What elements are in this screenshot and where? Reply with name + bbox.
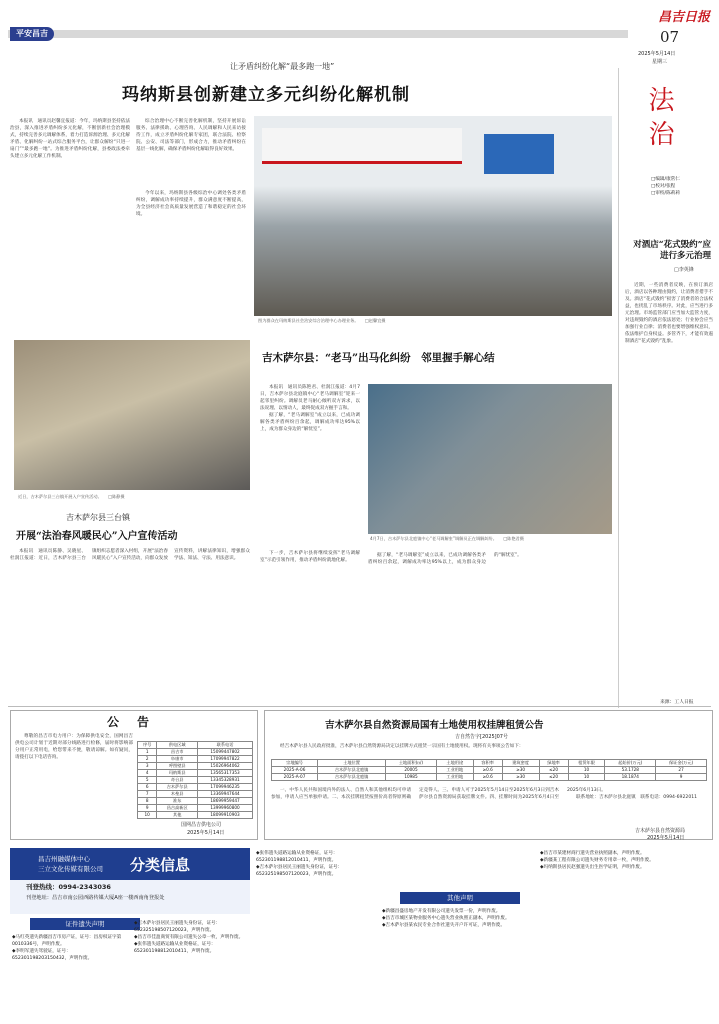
fazhi-byline: □李英锋 <box>674 267 694 273</box>
land-table-row <box>272 774 707 781</box>
main-article-col3: 今年以来，玛纳斯县各级综治中心调处各类矛盾纠纷，调解成功率持续提升，群众满意度不断提高，为全县经济社会高质量发展营造了和谐稳定的社会环境。 <box>136 191 246 217</box>
power-table-cell: 13565317353 <box>198 770 253 777</box>
laoma-col2: 下一步，吉木萨尔县将继续发挥“老马调解室”示范引领作用，推动矛盾纠纷就地化解。 <box>260 551 360 563</box>
power-table-cell: 10 <box>138 812 157 819</box>
power-table-row <box>138 784 253 791</box>
laoma-source: 来源：工人日报 <box>660 700 694 705</box>
fazhi-text: 近期，一些消费者反映，在预订酒店后，酒店以各种理由毁约，让消费者措手不及。酒店“花式毁约”损害了消费者的合法权益，也扰乱了市场秩序。对此，应当进行多元治理。市场监管部门应当加大监管力度，对违规毁约的酒店依法惩处；行业协会应当加强行业自律；消费者也要增强维权意识，依法维护自身权益。多管齐下，才能有效遏制酒店“花式毁约”乱象。 <box>625 283 713 344</box>
classified-col2 <box>134 920 250 1018</box>
land-table-cell: 9 <box>656 774 707 781</box>
classified-col3 <box>256 850 376 1018</box>
laoma-photo <box>368 384 612 534</box>
land-notice <box>264 710 713 840</box>
land-table-head-cell: 建筑密度 <box>502 760 539 767</box>
land-table-cell: 10985 <box>386 774 437 781</box>
land-table-cell: 工业用地 <box>436 767 473 774</box>
land-notice-table <box>271 759 707 781</box>
land-notice-title: 吉木萨尔县自然资源局国有土地使用权挂牌租赁公告 <box>325 720 544 731</box>
classified-contact <box>10 880 250 914</box>
power-table-cell: 其他 <box>157 812 198 819</box>
land-notice-body: 一、中华人民共和国境内外的法人、自然人和其他组织均可申请参加，申请人应当单独申请。二、本次挂牌租赁按照价高者得原则确定竞得人。三、申请人可于2025年5月14日至2025年6月3日到吉木萨尔县自然资源局获取挂牌文件。四、挂牌时间为2025年6月4日至2025年6月13日。 联系地址：吉木萨尔县北庭镇 联系电话：0994-6922011 <box>271 788 698 800</box>
power-table-cell: 玛纳斯县 <box>157 770 198 777</box>
santai-text: 本报讯 通讯员陈静、吴晓星、杜润江报道：近日，吉木萨尔县三台镇组织志愿者深入村组，开展“法治春风暖民心”入户宣传活动，向群众发放宣传资料，讲解法律知识，增强群众学法、知法、守法、用法意识。 <box>10 549 250 561</box>
power-table-row <box>138 756 253 763</box>
classified-org2: 三立文化传媒有限公司 <box>38 865 103 873</box>
main-article-kicker: 让矛盾纠纷化解“最多跑一地” <box>230 62 335 71</box>
power-table-row <box>138 770 253 777</box>
newspaper-logo: 昌吉日报 <box>658 10 711 25</box>
land-table-head-cell: 土地用途 <box>436 760 473 767</box>
fazhi-tag-editor: □编辑/康常仁 <box>651 177 680 182</box>
power-table-cell: 吉木萨尔县 <box>157 784 198 791</box>
fazhi-tags <box>651 176 680 197</box>
power-table-cell: 8 <box>138 798 157 805</box>
photo-banner <box>262 128 462 164</box>
classified-section-other: 其他声明 <box>400 892 520 904</box>
power-table-cell: 2 <box>138 756 157 763</box>
classified-item: ◆张伟遗失道路运输从业资格证，证号：652301198812010411，声明作废。 <box>256 851 338 863</box>
santai-photo <box>14 340 250 490</box>
power-table-cell: 15026964062 <box>198 763 253 770</box>
masthead <box>0 0 719 65</box>
photo-sign <box>484 134 554 174</box>
power-table-cell: 昌吉市 <box>157 749 198 756</box>
power-table-cell: 6 <box>138 784 157 791</box>
power-table-cell: 准东 <box>157 798 198 805</box>
power-table-row <box>138 763 253 770</box>
classified-item: ◆昌吉市佳盈商贸有限公司遗失公章一枚，声明作废。 <box>134 935 244 940</box>
power-notice <box>10 710 258 840</box>
laoma-col3: 据了解，“老马调解室”成立以来，已成功调解各类矛盾纠纷百余起，调解成功率达95%以上，成为群众身边的“解忧室”。 <box>368 553 522 565</box>
classified-section-lost: 证件遗失声明 <box>30 918 140 930</box>
land-table-cell: 工业用地 <box>436 774 473 781</box>
power-table-cell: 17099947822 <box>198 756 253 763</box>
land-table-cell: 2025-A-07 <box>272 774 318 781</box>
classified-item: ◆张伟遗失道路运输从业资格证，证号：652301198812010411，声明作废。 <box>134 942 216 954</box>
power-table-cell: 奇台县 <box>157 777 198 784</box>
classified-item: ◆李明军遗失驾驶证，证号：652301198203150432，声明作废。 <box>12 949 93 961</box>
land-table-cell: 27 <box>656 767 707 774</box>
power-table-cell: 3 <box>138 763 157 770</box>
land-table-head-cell: 起始价(万元) <box>605 760 656 767</box>
land-table-cell: ≥0.6 <box>473 774 502 781</box>
classified-col1 <box>12 934 122 1018</box>
power-notice-title: 公告 <box>107 715 168 729</box>
santai-headline: 开展“法治春风暖民心”入户宣传活动 <box>16 531 178 542</box>
power-table-cell: 18699959447 <box>198 798 253 805</box>
land-notice-footer: 吉木萨尔县自然资源局 <box>635 828 686 834</box>
land-table-cell: 吉木萨尔县北庭镇 <box>318 767 386 774</box>
fazhi-headline: 对酒店“花式毁约”应进行多元治理 <box>633 240 711 261</box>
land-table-head-cell: 绿地率 <box>539 760 568 767</box>
land-table-cell: 18.1874 <box>605 774 656 781</box>
power-table-cell: 13345328931 <box>198 777 253 784</box>
power-table-cell: 昌吉高新区 <box>157 805 198 812</box>
land-table-row <box>272 767 707 774</box>
power-table-cell: 18099910903 <box>198 812 253 819</box>
land-table-head-cell: 土地位置 <box>318 760 386 767</box>
fazhi-tag-review: □审校/陈莉莉 <box>651 191 680 196</box>
main-article-photo-caption: 图为群众在玛纳斯县社会治安综合治理中心办理业务。 □赵馨宜摄 <box>258 318 386 323</box>
land-table-cell: 2025-A-06 <box>272 767 318 774</box>
santai-kicker: 吉木萨尔县三台镇 <box>66 513 130 522</box>
classified-item: ◆新疆某工程有限公司遗失财务专用章一枚，声明作废。 <box>540 858 654 863</box>
page-weekday: 星期三 <box>652 59 668 65</box>
power-table-cell: 4 <box>138 770 157 777</box>
power-table-head-area: 供电区域 <box>157 742 198 749</box>
classified-item: ◆昌吉市某建材商行遗失营业执照副本，声明作废。 <box>540 851 645 856</box>
land-table-cell: 20005 <box>386 767 437 774</box>
power-table-row <box>138 791 253 798</box>
section-tag: 平安昌吉 <box>10 27 54 41</box>
power-table-cell: 1 <box>138 749 157 756</box>
land-table-cell: ≥30 <box>502 774 539 781</box>
laoma-photo-caption: 4月7日，吉木萨尔县北庭镇中心“老马调解室”调解员正在调解纠纷。 □陈艳君摄 <box>370 536 524 541</box>
classified-phone: 刊登热线：0994-2343036 <box>26 883 111 891</box>
classified-title: 分类信息 <box>130 856 191 874</box>
land-table-head-cell: 土地面积(㎡) <box>386 760 437 767</box>
land-notice-intro: 经吉木萨尔县人民政府批准，吉木萨尔县自然资源局决定以挂牌方式租赁一宗国有土地使用权。现将有关事项公告如下： <box>280 744 524 749</box>
power-table-row <box>138 798 253 805</box>
power-table-head-phone: 联系电话 <box>198 742 253 749</box>
land-table-head <box>272 760 707 767</box>
power-notice-text: 尊敬的昌吉市电力用户：为保障供电安全，国网昌吉供电公司计划于近期对部分线路进行检修，届时将影响部分用户正常用电，给您带来不便，敬请谅解。如有疑问，请拨打以下电话咨询。 <box>15 734 133 760</box>
main-article-headline: 玛纳斯县创新建立多元纠纷化解机制 <box>122 85 410 105</box>
power-notice-date: 2025年5月14日 <box>187 830 225 836</box>
power-notice-footer: 国网昌吉供电公司 <box>181 822 222 828</box>
land-table-cell: 10 <box>568 767 605 774</box>
main-article-photo <box>254 116 612 316</box>
classified-item: ◆玛纳斯县居民赵强遗失出生医学证明，声明作废。 <box>540 865 645 870</box>
classified-col5 <box>540 850 712 1018</box>
power-table-row <box>138 749 253 756</box>
power-table-row <box>138 777 253 784</box>
section-divider <box>8 706 711 707</box>
classified-item: ◆吉木萨尔县居民王丽遗失身份证，证号：652325198507120023，声明作废。 <box>256 865 343 877</box>
classified-item: ◆昌吉市城区某物业服务中心遗失营业执照正副本，声明作废。 <box>382 916 510 921</box>
classified-address: 刊登地址：昌吉市南公园西路传媒大厦A座一楼西南角登报处 <box>26 895 165 901</box>
power-notice-table <box>137 741 253 819</box>
power-table-cell: 呼图壁县 <box>157 763 198 770</box>
land-table-head-cell: 租赁年限 <box>568 760 605 767</box>
main-article-col2: 综合治理中心不断完善化解机制，坚持开展诉讼服务、法律援助、心理咨询、人民调解和人民来访接待工作，成立矛盾纠纷化解专家团，联合法院、检察院、公安、司法等部门，形成合力，推动矛盾纠纷在基层一线化解，确保矛盾纠纷化解取得良好效果。 <box>136 119 246 152</box>
power-table-cell: 7 <box>138 791 157 798</box>
masthead-bar <box>8 30 628 38</box>
fazhi-tag-proof: □校对/张程 <box>651 184 676 189</box>
classified-item: ◆吉木萨尔县某农民专业合作社遗失开户许可证，声明作废。 <box>382 923 505 928</box>
land-table-head-cell: 保证金(万元) <box>656 760 707 767</box>
page-date: 2025年5月14日 <box>638 51 676 57</box>
land-table-cell: ≤20 <box>539 767 568 774</box>
main-article-col1: 本报讯 通讯员赵馨宜报道：今年，玛纳斯县坚持依法治县，深入推进矛盾纠纷多元化解，不断创新社会治理模式，持续完善多元调解体系，着力打造诉源治理、多元化解矛盾、化解纠纷一站式综合服务平台，让群众解纷“只进一扇门”“最多跑一地”。为推进矛盾纠纷化解，县委政法委牵头建立多元化解工作机制。 <box>10 119 130 159</box>
power-table-cell: 13999960800 <box>198 805 253 812</box>
power-table-cell: 5 <box>138 777 157 784</box>
land-table-cell: 53.1728 <box>605 767 656 774</box>
power-table-cell: 13369947644 <box>198 791 253 798</box>
fazhi-vertical-title: 法治 <box>644 86 674 154</box>
power-table-cell: 木垒县 <box>157 791 198 798</box>
power-table-cell: 9 <box>138 805 157 812</box>
classified-item: ◆马红英遗失新疆昌吉市房产证，证号：昌房权证字第0010336号，声明作废。 <box>12 935 122 947</box>
land-table-cell: 10 <box>568 774 605 781</box>
classified-org1: 昌吉州融媒体中心 <box>38 855 90 863</box>
fazhi-column <box>618 68 713 708</box>
land-notice-subtitle: 吉自然告字[2025]07号 <box>455 734 508 740</box>
power-table-cell: 17099946235 <box>198 784 253 791</box>
power-table-cell: 15099447802 <box>198 749 253 756</box>
land-table-head-cell: 容积率 <box>473 760 502 767</box>
page-number: 07 <box>660 28 680 46</box>
classified-col4 <box>382 908 532 1018</box>
power-table-row <box>138 805 253 812</box>
laoma-col1: 本报讯 通讯员陈艳君、杜润江报道：4月7日，吉木萨尔县北庭镇中心“老马调解室”迎来一起邻里纠纷。调解员老马耐心倾听双方诉求，以法说理、以情动人，最终促成双方握手言和。 据了解，“老马调解室”成立以来，已成功调解各类矛盾纠纷百余起，调解成功率达95%以上，成为群众身边的“解忧室”。 <box>260 385 360 432</box>
land-table-head-cell: 宗地编号 <box>272 760 318 767</box>
land-table-cell: ≥30 <box>502 767 539 774</box>
land-table-cell: ≤20 <box>539 774 568 781</box>
power-table-cell: 阜康市 <box>157 756 198 763</box>
power-table-head-no: 序号 <box>138 742 157 749</box>
classified-item: ◆新疆昌盛房地产开发有限公司遗失发票一份，声明作废。 <box>382 909 501 914</box>
land-table-cell: ≥0.6 <box>473 767 502 774</box>
power-table-row <box>138 812 253 819</box>
land-notice-date: 2025年5月14日 <box>647 835 685 841</box>
laoma-headline: 吉木萨尔县：“老马”出马化纠纷 邻里握手解心结 <box>262 352 495 364</box>
santai-photo-caption: 近日，吉木萨尔县三台镇开展入户宣传活动。 □陈静摄 <box>18 494 125 499</box>
classified-item: ◆吉木萨尔县居民王丽遗失身份证，证号：652325198507120023，声明作废。 <box>134 921 221 933</box>
land-table-cell: 吉木萨尔县北庭镇 <box>318 774 386 781</box>
